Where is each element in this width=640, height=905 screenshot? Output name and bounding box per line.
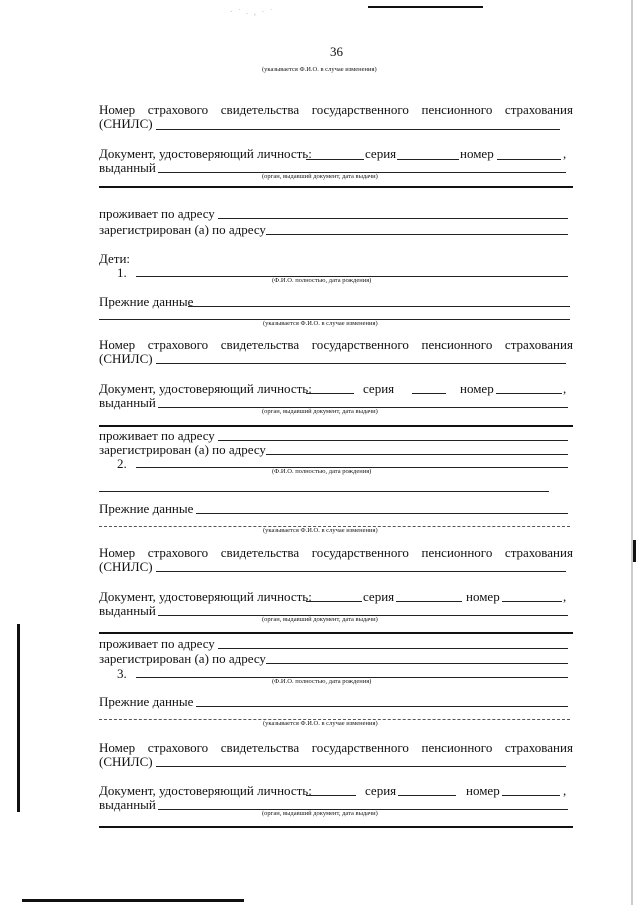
scan-edge-line [368, 6, 483, 8]
number-field[interactable] [497, 159, 561, 160]
doc-type-field[interactable] [306, 601, 362, 602]
series-field[interactable] [412, 393, 446, 394]
previous-data-field[interactable] [188, 306, 570, 307]
snils-word: государственного [311, 740, 409, 755]
comma: , [563, 783, 567, 798]
snils-word: пенсионного [421, 337, 493, 352]
child-index: 1. [117, 265, 127, 280]
child-extra-field[interactable] [99, 491, 549, 492]
registered-field[interactable] [266, 663, 568, 664]
registered-label: зарегистрирован (а) по адресу [99, 222, 266, 237]
snils-word: свидетельства [220, 740, 300, 755]
snils-word: страхования [504, 337, 573, 352]
snils-word: Номер [99, 337, 136, 352]
snils-word: страхования [504, 740, 573, 755]
doc-label: Документ, удостоверяющий личность: [99, 146, 312, 161]
snils-field[interactable] [156, 129, 560, 130]
doc-type-field[interactable] [306, 159, 364, 160]
series-label: серия [365, 146, 397, 161]
series-field[interactable] [396, 601, 462, 602]
doc-label: Документ, удостоверяющий личность: [99, 589, 312, 604]
snils-word: свидетельства [220, 545, 300, 560]
series-label: серия [363, 589, 395, 604]
scan-right-mark [633, 540, 636, 562]
issued-caption: (орган, выдавший документ, дата выдачи) [262, 408, 378, 415]
registered-field[interactable] [266, 454, 568, 455]
doc-label: Документ, удостоверяющий личность: [99, 783, 312, 798]
snils-line-1 [99, 337, 573, 352]
snils-word: страхового [147, 740, 209, 755]
snils-word: государственного [311, 102, 409, 117]
scan-left-margin-mark [17, 624, 20, 812]
snils-word: пенсионного [421, 102, 493, 117]
issued-caption: (орган, выдавший документ, дата выдачи) [262, 173, 378, 180]
snils-word: страхового [147, 102, 209, 117]
fio-caption: (Ф.И.О. полностью, дата рождения) [272, 678, 372, 685]
fio-caption: (Ф.И.О. полностью, дата рождения) [272, 468, 372, 475]
number-label: номер [466, 783, 500, 798]
section-divider [99, 826, 573, 828]
comma: , [563, 146, 567, 161]
residence-field[interactable] [218, 218, 568, 219]
doc-label: Документ, удостоверяющий личность: [99, 381, 312, 396]
residence-label: проживает по адресу [99, 636, 215, 651]
snils-abbr: (СНИЛС) [99, 754, 153, 769]
name-change-caption: (указывается Ф.И.О. в случае изменения) [263, 527, 378, 534]
previous-data-field[interactable] [196, 706, 568, 707]
snils-field[interactable] [156, 766, 566, 767]
residence-label: проживает по адресу [99, 206, 215, 221]
snils-word: Номер [99, 102, 136, 117]
series-label: серия [363, 381, 395, 396]
number-label: номер [466, 589, 500, 604]
children-heading: Дети: [99, 251, 131, 266]
series-field[interactable] [398, 795, 456, 796]
snils-word: пенсионного [421, 740, 493, 755]
snils-word: Номер [99, 740, 136, 755]
previous-data-label: Прежние данные [99, 501, 194, 516]
series-field[interactable] [397, 159, 459, 160]
scan-bottom-edge-line [22, 899, 244, 902]
section-divider [99, 632, 573, 634]
residence-label: проживает по адресу [99, 428, 215, 443]
child-index: 2. [117, 456, 127, 471]
section-divider [99, 186, 573, 188]
comma: , [563, 589, 567, 604]
snils-field[interactable] [156, 363, 566, 364]
snils-line-1 [99, 740, 573, 755]
residence-field[interactable] [218, 440, 568, 441]
snils-line-1 [99, 102, 573, 117]
doc-type-field[interactable] [306, 795, 356, 796]
snils-word: государственного [311, 545, 409, 560]
doc-type-field[interactable] [306, 393, 354, 394]
number-label: номер [460, 381, 494, 396]
scan-right-edge [631, 0, 633, 905]
snils-word: свидетельства [220, 337, 300, 352]
child-index: 3. [117, 666, 127, 681]
snils-word: свидетельства [220, 102, 300, 117]
number-field[interactable] [502, 601, 562, 602]
residence-field[interactable] [218, 648, 568, 649]
name-change-caption: (указывается Ф.И.О. в случае изменения) [263, 720, 378, 727]
issued-caption: (орган, выдавший документ, дата выдачи) [262, 616, 378, 623]
previous-data-field[interactable] [196, 513, 568, 514]
number-field[interactable] [496, 393, 562, 394]
fio-caption: (Ф.И.О. полностью, дата рождения) [272, 277, 372, 284]
issued-label: выданный [99, 160, 156, 175]
snils-word: Номер [99, 545, 136, 560]
snils-abbr: (СНИЛС) [99, 116, 153, 131]
issued-label: выданный [99, 395, 156, 410]
snils-field[interactable] [156, 571, 566, 572]
issued-caption: (орган, выдавший документ, дата выдачи) [262, 810, 378, 817]
previous-data-label: Прежние данные [99, 694, 194, 709]
snils-word: пенсионного [421, 545, 493, 560]
name-change-caption: (указывается Ф.И.О. в случае изменения) [263, 320, 378, 327]
previous-data-label: Прежние данные [99, 294, 194, 309]
snils-abbr: (СНИЛС) [99, 559, 153, 574]
header-note: (указывается Ф.И.О. в случае изменения) [262, 66, 377, 73]
snils-abbr: (СНИЛС) [99, 351, 153, 366]
scan-noise: · ˙ . ¸ · ˙ [230, 8, 275, 16]
snils-line-1 [99, 545, 573, 560]
issued-label: выданный [99, 603, 156, 618]
registered-label: зарегистрирован (а) по адресу [99, 442, 266, 457]
snils-word: страхования [504, 545, 573, 560]
snils-word: государственного [311, 337, 409, 352]
comma: , [563, 381, 567, 396]
snils-word: страхового [147, 545, 209, 560]
registered-field[interactable] [266, 234, 568, 235]
issued-label: выданный [99, 797, 156, 812]
section-divider [99, 425, 573, 427]
number-field[interactable] [502, 795, 560, 796]
page-number: 36 [330, 44, 343, 59]
snils-word: страхования [504, 102, 573, 117]
series-label: серия [365, 783, 397, 798]
snils-word: страхового [147, 337, 209, 352]
number-label: номер [460, 146, 494, 161]
registered-label: зарегистрирован (а) по адресу [99, 651, 266, 666]
